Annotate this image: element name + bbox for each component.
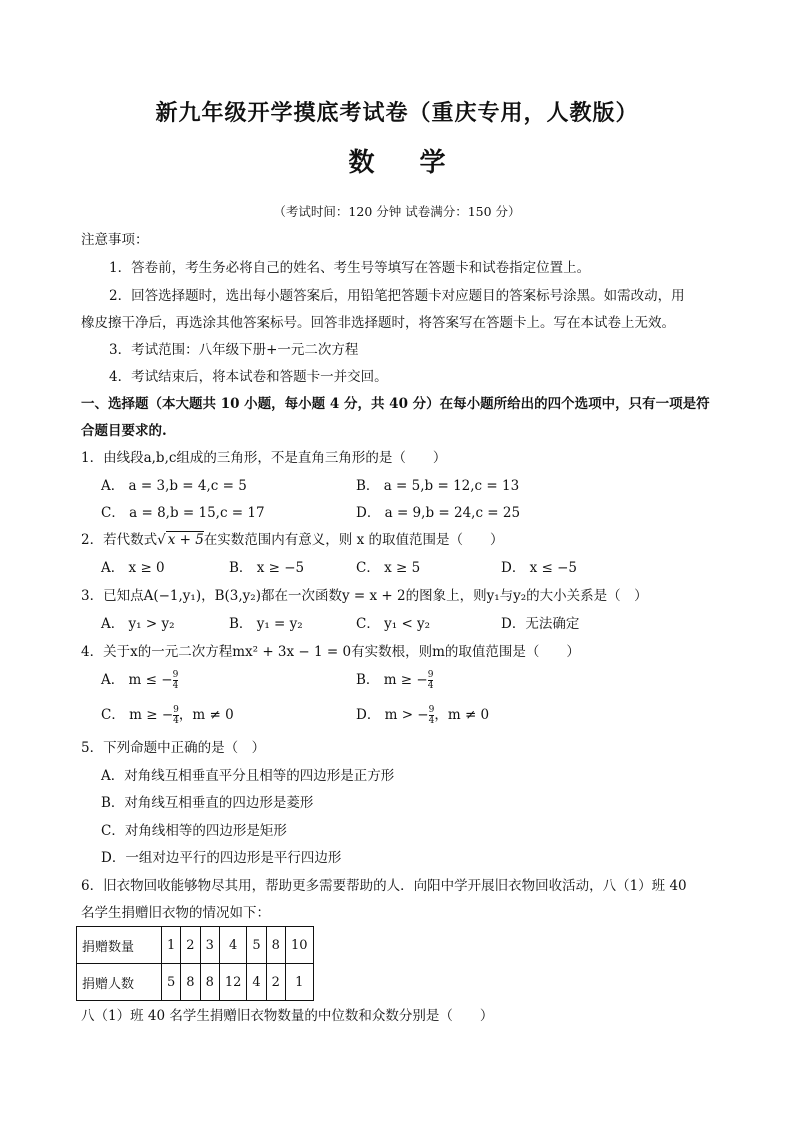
q3-option-d: D．无法确定 [501, 616, 580, 632]
q4-d-cond: ，m ≠ 0 [434, 707, 490, 723]
q5-option-d: D．一组对边平行的四边形是平行四边形 [101, 850, 342, 866]
subject-heading: 数 学 [348, 148, 446, 178]
sqrt-sign: √ [157, 532, 166, 548]
q5-option-c: C．对角线相等的四边形是矩形 [101, 823, 287, 839]
notice-item: 橡皮擦干净后，再选涂其他答案标号。回答非选择题时，将答案写在答题卡上。写在本试卷上无效。 [81, 315, 675, 331]
q2-stem-post: 在实数范围内有意义，则 x 的取值范围是（ ） [203, 532, 504, 548]
q2-option-c: C． x ≥ 5 [356, 560, 421, 576]
section-heading-cont: 合题目要求的. [81, 423, 167, 439]
q1-option-d: D． a = 9,b = 24,c = 25 [356, 505, 521, 521]
question-1-stem: 1．由线段a,b,c组成的三角形，不是直角三角形的是（ ） [81, 450, 447, 466]
fraction: $\frac{9}{4}$ [428, 705, 435, 726]
table-cell: 12 [219, 964, 247, 1001]
table-cell: 2 [266, 964, 285, 1001]
question-5-stem: 5．下列命题中正确的是（ ） [81, 740, 266, 756]
notice-item: 1．答卷前，考生务必将自己的姓名、考生号等填写在答题卡和试卷指定位置上。 [109, 260, 591, 276]
q4-option-d [356, 703, 489, 726]
table-cell: 1 [285, 964, 313, 1001]
q5-option-b: B．对角线互相垂直的四边形是菱形 [101, 795, 314, 811]
table-row [77, 927, 314, 964]
table-row [77, 964, 314, 1001]
question-6-stem-cont: 名学生捐赠旧衣物的情况如下： [81, 905, 270, 921]
table-cell: 5 [247, 927, 266, 964]
fraction: $\frac{9}{4}$ [173, 705, 179, 726]
q2-option-d: D． x ≤ −5 [501, 560, 578, 576]
q4-b-text: B． m ≥ − [356, 672, 428, 688]
q4-option-c [101, 703, 234, 726]
question-3-stem: 3．已知点A(−1,y₁)，B(3,y₂)都在一次函数y = x + 2的图象上，则y₁与y₂的大小关系是（ ） [81, 588, 648, 604]
table-cell: 4 [219, 927, 247, 964]
q4-d-text: D． m > − [356, 707, 429, 723]
q4-c-cond: ，m ≠ 0 [178, 707, 234, 723]
q1-option-c: C． a = 8,b = 15,c = 17 [101, 505, 265, 521]
table-cell: 5 [162, 964, 181, 1001]
q2-option-a: A． x ≥ 0 [101, 560, 165, 576]
fraction: $\frac{9}{4}$ [172, 670, 179, 691]
table-cell: 1 [162, 927, 181, 964]
q1-option-a: A． a = 3,b = 4,c = 5 [101, 478, 247, 494]
q1-option-b: B． a = 5,b = 12,c = 13 [356, 478, 520, 494]
notice-item: 2．回答选择题时，选出每小题答案后，用铅笔把答题卡对应题目的答案标号涂黑。如需改动，用 [109, 288, 685, 304]
q2-stem-pre: 2．若代数式 [81, 532, 158, 548]
question-4-stem: 4．关于x的一元二次方程mx² + 3x − 1 = 0有实数根，则m的取值范围是（ ） [81, 644, 580, 660]
exam-meta: （考试时间：120 分钟 试卷满分：150 分） [273, 204, 521, 219]
table-cell: 8 [200, 964, 219, 1001]
table-cell: 8 [266, 927, 285, 964]
table-cell: 10 [285, 927, 313, 964]
q3-option-c: C． y₁ < y₂ [356, 616, 431, 632]
notice-item: 4．考试结束后，将本试卷和答题卡一并交回。 [109, 369, 388, 385]
table-cell: 2 [181, 927, 200, 964]
table-cell: 4 [247, 964, 266, 1001]
q4-c-text: C． m ≥ − [101, 707, 174, 723]
notice-heading: 注意事项： [81, 232, 149, 248]
table-row-label: 捐赠人数 [77, 964, 162, 1001]
fraction: $\frac{9}{4}$ [427, 670, 434, 691]
q4-a-text: A． m ≤ − [101, 672, 173, 688]
q3-option-b: B． y₁ = y₂ [229, 616, 303, 632]
section-heading: 一、选择题（本大题共 10 小题，每小题 4 分，共 40 分）在每小题所给出的四个选项中，只有一项是符 [81, 396, 710, 412]
question-2-stem [81, 528, 504, 548]
question-6-stem: 6．旧衣物回收能够物尽其用，帮助更多需要帮助的人．向阳中学开展旧衣物回收活动，八（1）班 40 [81, 878, 687, 894]
q3-option-a: A． y₁ > y₂ [101, 616, 175, 632]
q5-option-a: A．对角线互相垂直平分且相等的四边形是正方形 [101, 768, 395, 784]
q2-radicand: x + 5 [167, 532, 204, 548]
q2-option-b: B． x ≥ −5 [229, 560, 305, 576]
donation-table [76, 926, 314, 1001]
q4-option-a [101, 668, 178, 691]
exam-title: 新九年级开学摸底考试卷（重庆专用，人教版） [155, 100, 639, 126]
table-row-label: 捐赠数量 [77, 927, 162, 964]
notice-item: 3．考试范围：八年级下册+一元二次方程 [109, 342, 359, 358]
table-cell: 8 [181, 964, 200, 1001]
q4-option-b [356, 668, 433, 691]
table-cell: 3 [200, 927, 219, 964]
question-6-prompt: 八（1）班 40 名学生捐赠旧衣物数量的中位数和众数分别是（ ） [81, 1008, 494, 1024]
